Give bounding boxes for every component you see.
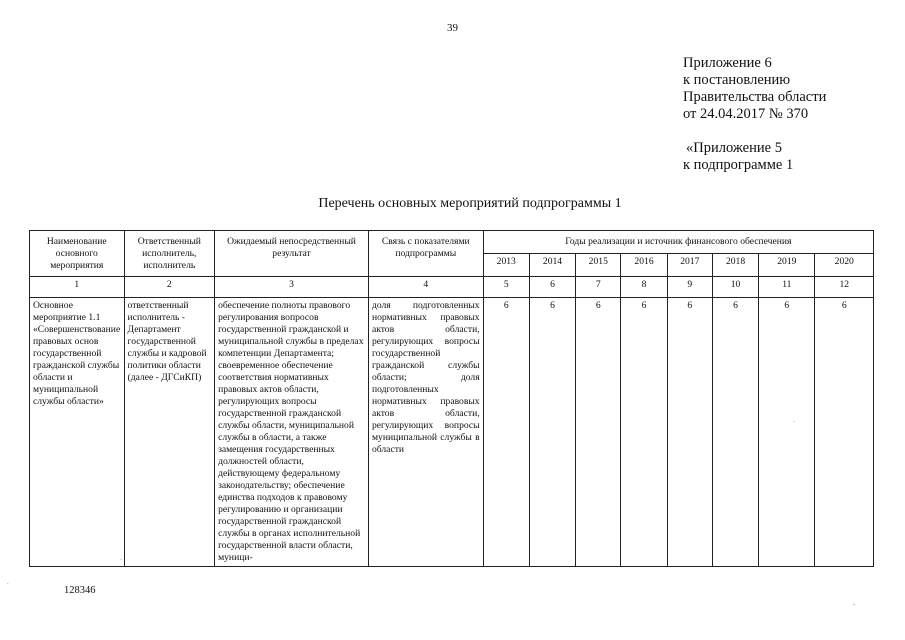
header-line: Приложение 6 (683, 55, 772, 71)
header-line: Правительства области (683, 89, 827, 105)
column-number: 3 (215, 277, 369, 298)
year-header: 2013 (483, 254, 529, 277)
year-header: 2016 (621, 254, 667, 277)
column-number: 1 (30, 277, 125, 298)
funding-source-cell: 6 (712, 298, 758, 567)
scan-speck: · (120, 556, 123, 564)
column-number: 12 (815, 277, 874, 298)
header-cell-link: Связь с показателями подпрограммы (368, 231, 483, 277)
funding-source-cell: 6 (759, 298, 815, 567)
header-cell-result: Ожидаемый непосредственный результат (215, 231, 369, 277)
year-header: 2015 (576, 254, 621, 277)
column-number: 10 (712, 277, 758, 298)
year-header: 2018 (712, 254, 758, 277)
funding-source-cell: 6 (621, 298, 667, 567)
funding-source-cell: 6 (815, 298, 874, 567)
column-number: 8 (621, 277, 667, 298)
column-number: 7 (576, 277, 621, 298)
document-title: Перечень основных мероприятий подпрограммы 1 (318, 196, 622, 211)
executor-cell: ответственный исполнитель - Департамент государственной службы и кадровой политики области (далее - ДГСиКП) (124, 298, 215, 567)
column-number: 2 (124, 277, 215, 298)
document-code: 128346 (64, 585, 96, 596)
funding-source-cell: 6 (576, 298, 621, 567)
scan-speck: · (793, 418, 796, 426)
year-header: 2014 (529, 254, 575, 277)
page-number: 39 (447, 22, 458, 34)
year-header: 2020 (815, 254, 874, 277)
year-header: 2019 (759, 254, 815, 277)
header-cell-name: Наименование основного мероприятия (30, 231, 125, 277)
activity-name-cell: Основное мероприятие 1.1 «Совершенствование правовых основ государственной гражданской службы области и муниципальной службы области» (30, 298, 125, 567)
funding-source-cell: 6 (483, 298, 529, 567)
column-number: 11 (759, 277, 815, 298)
table-row (30, 298, 874, 567)
column-number: 6 (529, 277, 575, 298)
column-number: 5 (483, 277, 529, 298)
indicator-link-cell: доля подготовленных нормативных правовых актов области, регулирующих вопросы государственной гражданской службы области; доля подготовленных нормативных правовых актов области, регулирующих вопросы муниципальной службы в области (368, 298, 483, 567)
expected-result-cell: обеспечение полноты правового регулирования вопросов государственной гражданской и муниципальной службы в пределах компетенции Департамента; своевременное обеспечение соответствия нормативных правовых актов области, регулирующих вопросы государственной гражданской службы области, муниципальной службы в области, а также замещения государственных должностей области, действующему федеральному законодательству; обеспечение единства подходов к правовому регулированию и организации государственной гражданской службы в органах исполнительной государственной власти области, муници- (215, 298, 369, 567)
header-line: от 24.04.2017 № 370 (683, 106, 809, 122)
header-line: к подпрограмме 1 (683, 157, 794, 173)
year-header: 2017 (667, 254, 712, 277)
scan-speck: - (853, 600, 856, 608)
funding-source-cell: 6 (529, 298, 575, 567)
column-numbers-row (30, 277, 874, 298)
appendix-header (683, 55, 826, 174)
funding-source-cell: 6 (667, 298, 712, 567)
column-number: 9 (667, 277, 712, 298)
header-cell-executor: Ответственный исполнитель, исполнитель (124, 231, 215, 277)
activities-table (29, 230, 874, 567)
column-number: 4 (368, 277, 483, 298)
scan-speck: . (7, 578, 9, 586)
header-cell-years-group: Годы реализации и источник финансового обеспечения (483, 231, 873, 254)
header-line: «Приложение 5 (686, 140, 782, 156)
header-line: к постановлению (683, 72, 791, 88)
